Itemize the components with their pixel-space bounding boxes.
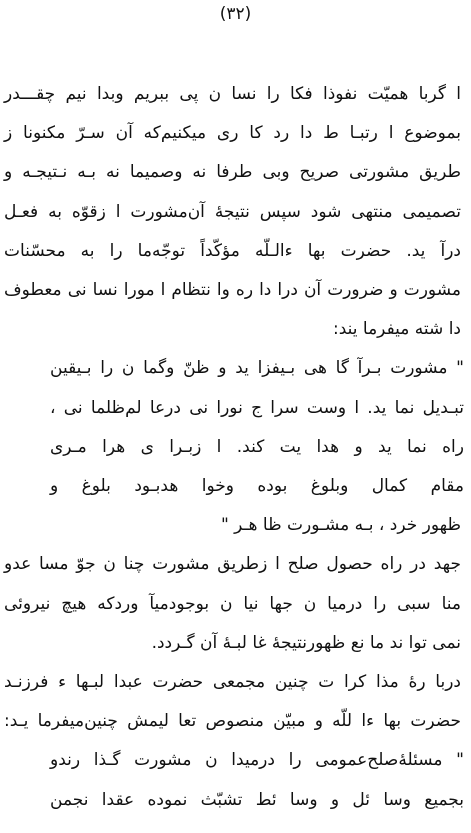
paragraph-line: دربا رهٔ مذا کرا ت چنین مجمعی حضرت عبدا لبـها ء فرزنـد xyxy=(4,672,461,692)
quote-line: تبـدیل نما ید. ا وست سرا ج نورا نی درعا لم‌ظلما نی ، xyxy=(50,398,464,418)
paragraph-line: نمی توا ند ما نع ظهورنتیجهٔ غا لبـهٔ آن گـردد. xyxy=(151,633,461,653)
quote-line: مقام کمال وبلوغ بوده وخوا هدبـود بلوغ و xyxy=(50,476,464,496)
paragraph-line: مشورت و ضرورت آن درا دا ره وا نتظام ا مورا نسا نی معطوف xyxy=(4,280,461,300)
page-number: (۳۲) xyxy=(219,4,252,24)
quote-line: ظهور خرد ، بـه مشـورت ظا هـر " xyxy=(220,515,461,535)
quote-line: بجمیع وسا ئل و وسا ئط تشبّث نموده عقدا نجمن xyxy=(50,790,464,810)
paragraph-line: درآ ید. حضرت بها ءالـلّه مؤکّداً توجّه‌ما را به محسّنات xyxy=(4,241,461,261)
paragraph-line: تصمیمی منتهی شود سپس نتیجهٔ آن‌مشورت ا زقوّه به فعـل xyxy=(4,202,461,222)
paragraph-line: جهد در راه حصول صلح ا زطریق مشورت چنا ن جوّ مسا عدو xyxy=(4,554,461,574)
paragraph-line: بموضوع ا رتبـا ط دا رد کا ری میکنیم‌که آن سـرّ مکنونا ز xyxy=(4,123,461,143)
paragraph-line: ا گربا همیّت نفوذا فکا را نسا ن پی ببریم وبدا نیم چقـــدر xyxy=(4,84,461,104)
quote-line: راه نما ید و هدا یت کند. ا زبـرا ی هرا مـری xyxy=(50,437,464,457)
paragraph-line: حضرت بها ءا للّه و مبیّن منصوص تعا لیمش چنین‌میفرما یـد: xyxy=(4,711,461,731)
paragraph-line: منا سبی را درمیا ن جها نیا ن بوجودمیآ وردکه هیچ نیروئی xyxy=(4,594,461,614)
quote-line: " مشورت بـرآ گا هی بـیفزا ید و ظنّ وگما ن را بـیقین xyxy=(50,358,464,378)
paragraph-line: دا شته میفرما یند: xyxy=(332,319,461,339)
quote-line: " مسئلهٔ‌صلح‌عمومی را درمیدا ن مشورت گـذا رندو xyxy=(50,750,464,770)
paragraph-line: طریق مشورتی صریح وبی طرفا نه وصمیما نه بـه نـتیجـه و xyxy=(4,162,461,182)
